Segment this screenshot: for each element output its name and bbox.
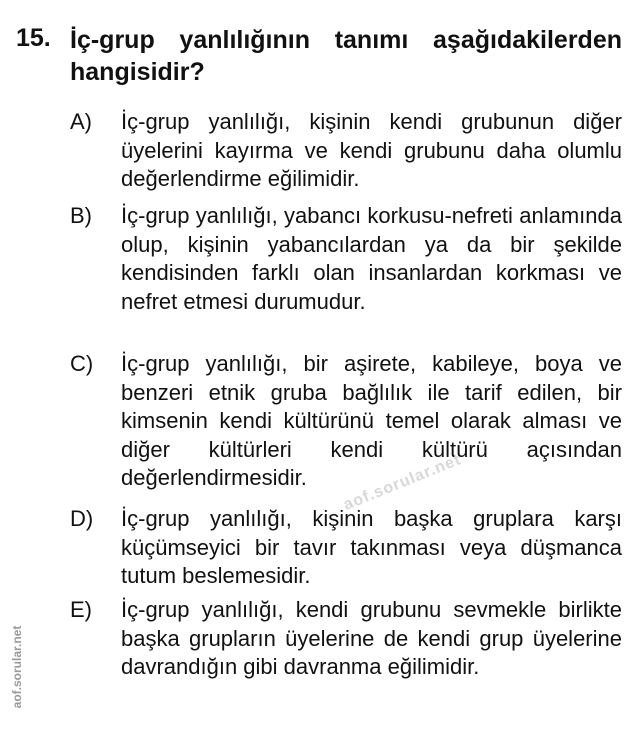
question-stem: İç-grup yanlılığının tanımı aşağıdakilerden hangisidir? <box>70 26 622 86</box>
option-text: İç-grup yanlılığı, kendi grubunu sevmekle birlikte başka grupların üyelerine de kendi grup üyelerine davrandığın gibi davranma eğilimidir. <box>121 597 622 679</box>
option-letter: C) <box>70 351 94 376</box>
option-letter: B) <box>70 203 92 228</box>
option-text: İç-grup yanlılığı, bir aşirete, kabileye, boya ve benzeri etnik gruba bağlılık ile tarif edilen, bir kimsenin kendi kültürünü temel olarak alması ve diğer kültürleri kendi kültürü açısından değerlendirmesidir. <box>121 351 622 490</box>
side-watermark: aof.sorular.net <box>10 625 24 709</box>
option-letter: D) <box>70 506 94 531</box>
option-text: İç-grup yanlılığı, kişinin kendi grubunun diğer üyelerini kayırma ve kendi grubunu daha olumlu değerlendirme eğilimidir. <box>121 109 622 191</box>
diagonal-watermark: aof.sorular.net <box>341 451 464 514</box>
option-text: İç-grup yanlılığı, kişinin başka gruplara karşı küçümseyici bir tavır takınması veya düşmanca tutum beslemesidir. <box>121 506 622 588</box>
option-text: İç-grup yanlılığı, yabancı korkusu-nefreti anlamında olup, kişinin yabancılardan ya da bir şekilde kendisinden farklı olan insanlardan korkması ve nefret etmesi durumudur. <box>121 203 622 314</box>
option-letter: E) <box>70 597 92 622</box>
question-number: 15. <box>16 24 51 52</box>
option-letter: A) <box>70 109 92 134</box>
